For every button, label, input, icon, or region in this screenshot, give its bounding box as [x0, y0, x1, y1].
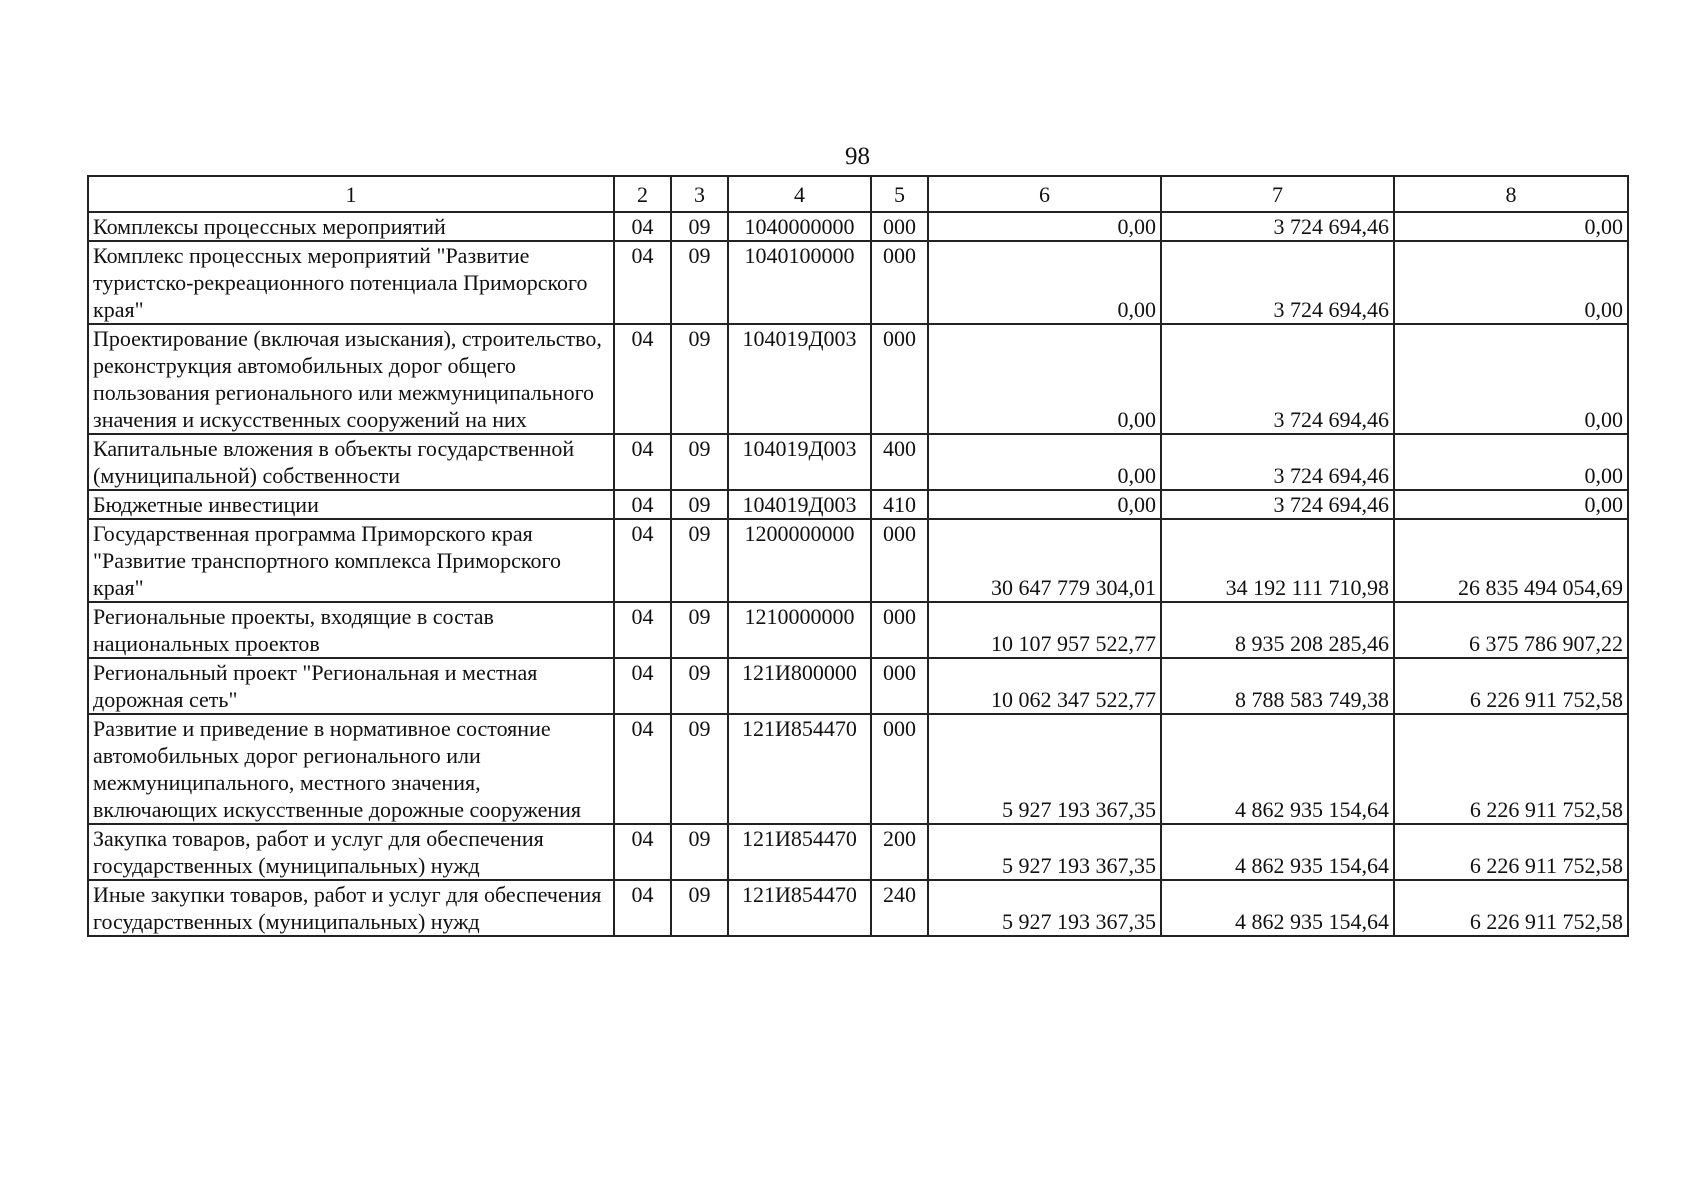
row-amount-8: 6 375 786 907,22 [1394, 602, 1628, 658]
row-amount-7: 3 724 694,46 [1161, 212, 1394, 241]
column-header: 8 [1394, 176, 1628, 212]
row-name: Иные закупки товаров, работ и услуг для обеспечения государственных (муниципальных) нужд [88, 880, 614, 936]
row-amount-8: 6 226 911 752,58 [1394, 658, 1628, 714]
table-row [88, 824, 1628, 880]
row-target-code: 121И854470 [728, 880, 871, 936]
row-expense-type: 200 [871, 824, 928, 880]
row-subsection: 09 [671, 658, 728, 714]
row-section: 04 [614, 241, 671, 324]
row-expense-type: 000 [871, 324, 928, 434]
row-subsection: 09 [671, 212, 728, 241]
row-amount-7: 34 192 111 710,98 [1161, 519, 1394, 602]
row-expense-type: 240 [871, 880, 928, 936]
row-section: 04 [614, 824, 671, 880]
table-row [88, 519, 1628, 602]
table-row [88, 241, 1628, 324]
row-section: 04 [614, 212, 671, 241]
table-row [88, 714, 1628, 824]
row-amount-7: 4 862 935 154,64 [1161, 880, 1394, 936]
row-subsection: 09 [671, 602, 728, 658]
column-header: 2 [614, 176, 671, 212]
row-target-code: 121И854470 [728, 714, 871, 824]
row-amount-8: 6 226 911 752,58 [1394, 824, 1628, 880]
row-section: 04 [614, 519, 671, 602]
row-name: Закупка товаров, работ и услуг для обеспечения государственных (муниципальных) нужд [88, 824, 614, 880]
row-target-code: 104019Д003 [728, 490, 871, 519]
row-expense-type: 000 [871, 714, 928, 824]
row-section: 04 [614, 714, 671, 824]
row-amount-8: 0,00 [1394, 324, 1628, 434]
row-amount-6: 0,00 [928, 490, 1161, 519]
row-target-code: 104019Д003 [728, 434, 871, 490]
row-amount-8: 6 226 911 752,58 [1394, 714, 1628, 824]
row-subsection: 09 [671, 324, 728, 434]
column-header: 6 [928, 176, 1161, 212]
row-name: Государственная программа Приморского края "Развитие транспортного комплекса Приморского края" [88, 519, 614, 602]
row-name: Комплексы процессных мероприятий [88, 212, 614, 241]
row-subsection: 09 [671, 714, 728, 824]
row-amount-6: 10 107 957 522,77 [928, 602, 1161, 658]
row-target-code: 1200000000 [728, 519, 871, 602]
row-amount-7: 3 724 694,46 [1161, 434, 1394, 490]
row-amount-8: 6 226 911 752,58 [1394, 880, 1628, 936]
row-amount-8: 0,00 [1394, 241, 1628, 324]
page-number: 98 [845, 143, 870, 170]
row-section: 04 [614, 434, 671, 490]
row-amount-7: 4 862 935 154,64 [1161, 824, 1394, 880]
column-header: 1 [88, 176, 614, 212]
row-section: 04 [614, 880, 671, 936]
row-expense-type: 410 [871, 490, 928, 519]
table-row [88, 602, 1628, 658]
table-row [88, 490, 1628, 519]
row-name: Бюджетные инвестиции [88, 490, 614, 519]
table-row [88, 324, 1628, 434]
row-subsection: 09 [671, 880, 728, 936]
row-target-code: 1040000000 [728, 212, 871, 241]
row-expense-type: 000 [871, 212, 928, 241]
row-amount-8: 26 835 494 054,69 [1394, 519, 1628, 602]
row-amount-8: 0,00 [1394, 212, 1628, 241]
row-name: Региональный проект "Региональная и местная дорожная сеть" [88, 658, 614, 714]
row-target-code: 121И800000 [728, 658, 871, 714]
table-row [88, 212, 1628, 241]
row-section: 04 [614, 602, 671, 658]
row-name: Развитие и приведение в нормативное состояние автомобильных дорог регионального или межмуниципального, местного значения, включающих искусственные дорожные сооружения [88, 714, 614, 824]
row-amount-7: 8 935 208 285,46 [1161, 602, 1394, 658]
table-row [88, 434, 1628, 490]
column-header: 3 [671, 176, 728, 212]
row-target-code: 1040100000 [728, 241, 871, 324]
row-amount-6: 5 927 193 367,35 [928, 880, 1161, 936]
row-amount-7: 3 724 694,46 [1161, 490, 1394, 519]
column-header: 5 [871, 176, 928, 212]
row-name: Региональные проекты, входящие в состав национальных проектов [88, 602, 614, 658]
row-expense-type: 400 [871, 434, 928, 490]
row-expense-type: 000 [871, 602, 928, 658]
row-name: Проектирование (включая изыскания), строительство, реконструкция автомобильных дорог общего пользования регионального или межмуниципального значения и искусственных сооружений на них [88, 324, 614, 434]
row-section: 04 [614, 324, 671, 434]
row-amount-6: 10 062 347 522,77 [928, 658, 1161, 714]
row-amount-7: 3 724 694,46 [1161, 324, 1394, 434]
row-expense-type: 000 [871, 241, 928, 324]
row-amount-6: 5 927 193 367,35 [928, 824, 1161, 880]
table-row [88, 658, 1628, 714]
row-subsection: 09 [671, 241, 728, 324]
row-amount-7: 4 862 935 154,64 [1161, 714, 1394, 824]
column-header: 4 [728, 176, 871, 212]
row-target-code: 1210000000 [728, 602, 871, 658]
row-subsection: 09 [671, 434, 728, 490]
row-section: 04 [614, 658, 671, 714]
row-amount-6: 0,00 [928, 434, 1161, 490]
row-amount-6: 0,00 [928, 324, 1161, 434]
row-amount-6: 30 647 779 304,01 [928, 519, 1161, 602]
row-expense-type: 000 [871, 658, 928, 714]
row-name: Комплекс процессных мероприятий "Развитие туристско-рекреационного потенциала Приморского края" [88, 241, 614, 324]
row-amount-6: 5 927 193 367,35 [928, 714, 1161, 824]
row-subsection: 09 [671, 824, 728, 880]
table-row [88, 880, 1628, 936]
row-section: 04 [614, 490, 671, 519]
row-amount-8: 0,00 [1394, 490, 1628, 519]
row-expense-type: 000 [871, 519, 928, 602]
row-subsection: 09 [671, 490, 728, 519]
row-amount-8: 0,00 [1394, 434, 1628, 490]
row-amount-7: 8 788 583 749,38 [1161, 658, 1394, 714]
row-subsection: 09 [671, 519, 728, 602]
row-amount-6: 0,00 [928, 241, 1161, 324]
row-target-code: 121И854470 [728, 824, 871, 880]
row-amount-7: 3 724 694,46 [1161, 241, 1394, 324]
budget-table [87, 175, 1629, 937]
row-name: Капитальные вложения в объекты государственной (муниципальной) собственности [88, 434, 614, 490]
column-header: 7 [1161, 176, 1394, 212]
row-amount-6: 0,00 [928, 212, 1161, 241]
row-target-code: 104019Д003 [728, 324, 871, 434]
header-row [88, 176, 1628, 212]
